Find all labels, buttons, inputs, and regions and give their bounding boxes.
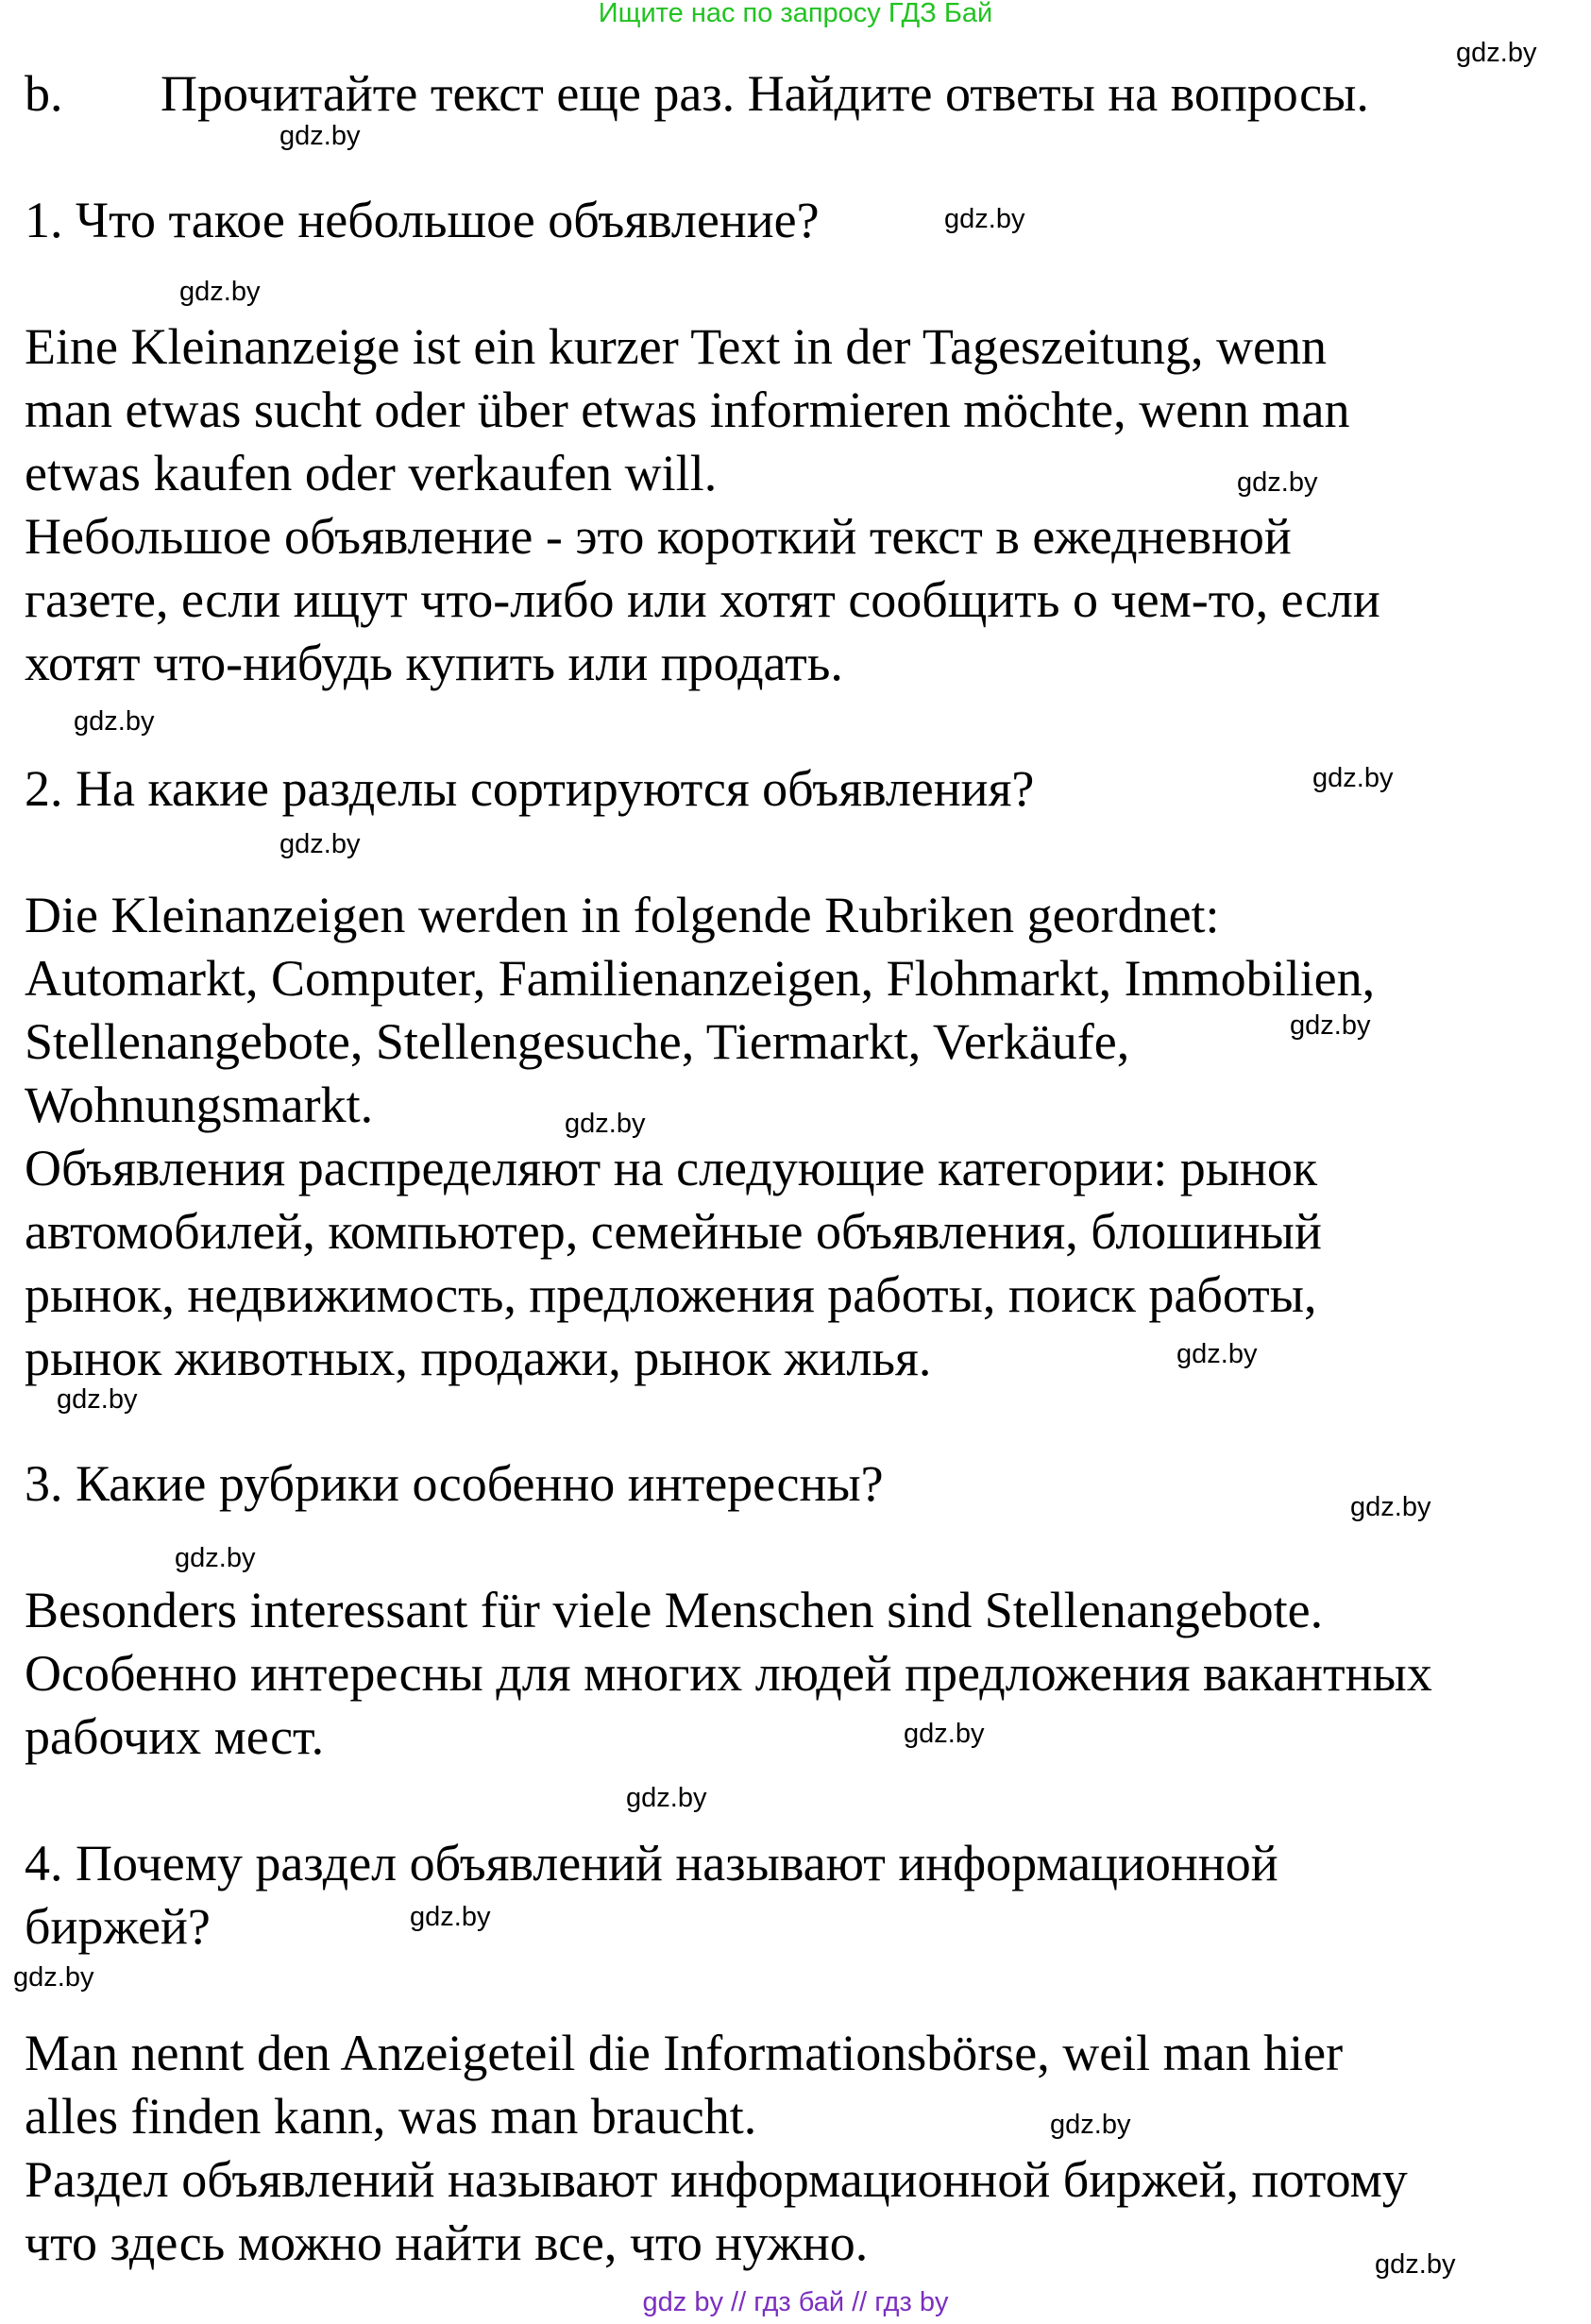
task-marker: b. [25,65,63,122]
q2-russian-line-2: автомобилей, компьютер, семейные объявления, блошиный [25,1203,1322,1260]
watermark: gdz.by [175,1543,256,1573]
question-3: 3. Какие рубрики особенно интересны? [25,1455,884,1512]
watermark: gdz.by [1237,467,1318,498]
watermark: gdz.by [1050,2110,1131,2140]
watermark: gdz.by [279,121,361,151]
q3-russian-line-2: рабочих мест. [25,1708,325,1765]
question-4-line-1: 4. Почему раздел объявлений называют информационной [25,1835,1278,1891]
watermark: gdz.by [1176,1339,1258,1369]
watermark: gdz.by [904,1719,985,1749]
watermark: gdz.by [1456,38,1537,68]
q1-russian-line-3: хотят что-нибудь купить или продать. [25,635,843,691]
watermark: gdz.by [74,706,155,737]
q1-german-line-3: etwas kaufen oder verkaufen will. [25,445,718,501]
question-2: 2. На какие разделы сортируются объявления? [25,760,1035,817]
question-1: 1. Что такое небольшое объявление? [25,192,820,248]
watermark: gdz.by [1290,1010,1371,1041]
q2-russian-line-3: рынок, недвижимость, предложения работы, поиск работы, [25,1266,1317,1323]
q2-german-line-2: Automarkt, Computer, Familienanzeigen, Flohmarkt, Immobilien, [25,950,1376,1007]
watermark: gdz.by [1375,2249,1456,2280]
task-instruction: Прочитайте текст еще раз. Найдите ответы на вопросы. [161,65,1369,122]
watermark: gdz.by [1350,1492,1431,1522]
q1-german-line-2: man etwas sucht oder über etwas informieren möchte, wenn man [25,382,1350,438]
watermark: gdz.by [410,1902,491,1932]
q2-german-line-1: Die Kleinanzeigen werden in folgende Rubriken geordnet: [25,887,1220,943]
watermark: gdz.by [13,1962,94,1993]
q2-russian-line-4: рынок животных, продажи, рынок жилья. [25,1330,932,1386]
watermark: gdz.by [944,204,1025,234]
q4-german-line-2: alles finden kann, was man braucht. [25,2088,757,2145]
top-banner: Ищите нас по запросу ГДЗ Бай [598,0,993,28]
q1-german-line-1: Eine Kleinanzeige ist ein kurzer Text in der Tageszeitung, wenn [25,318,1327,375]
q3-german-line-1: Besonders interessant für viele Menschen sind Stellenangebote. [25,1582,1324,1638]
question-4-line-2: биржей? [25,1898,211,1955]
watermark: gdz.by [57,1384,138,1415]
watermark: gdz.by [279,829,361,859]
q4-russian-line-2: что здесь можно найти все, что нужно. [25,2214,869,2271]
watermark: gdz.by [565,1109,646,1139]
q4-german-line-1: Man nennt den Anzeigeteil die Informationsbörse, weil man hier [25,2025,1344,2081]
watermark: gdz.by [1312,763,1394,793]
q2-german-line-3: Stellenangebote, Stellengesuche, Tiermarkt, Verkäufe, [25,1013,1130,1070]
q2-german-line-4: Wohnungsmarkt. [25,1077,374,1133]
q2-russian-line-1: Объявления распределяют на следующие категории: рынок [25,1140,1318,1196]
q4-russian-line-1: Раздел объявлений называют информационной биржей, потому [25,2151,1408,2208]
q1-russian-line-2: газете, если ищут что-либо или хотят сообщить о чем-то, если [25,571,1380,628]
watermark: gdz.by [626,1783,707,1813]
q3-russian-line-1: Особенно интересны для многих людей предложения вакантных [25,1645,1432,1702]
watermark: gdz.by [179,277,261,307]
q1-russian-line-1: Небольшое объявление - это короткий текст в ежедневной [25,508,1292,565]
footer: gdz by // гдз бай // гдз by [642,2287,949,2317]
